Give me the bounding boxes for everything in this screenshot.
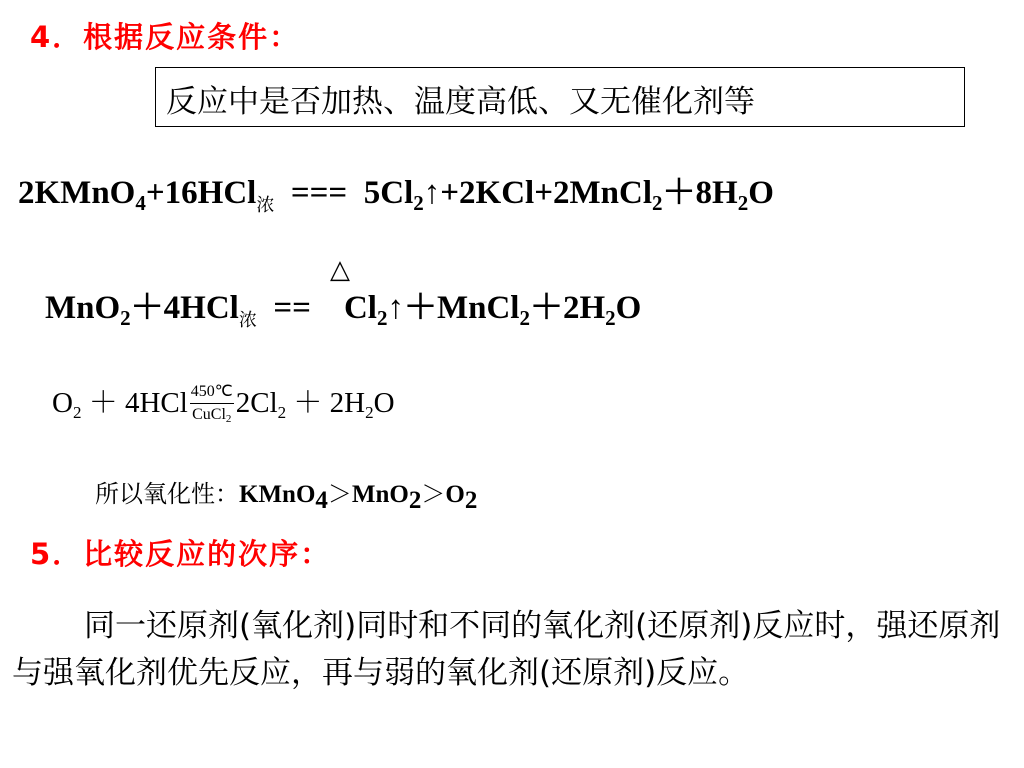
eq1-term: 2KMnO xyxy=(18,175,136,211)
eq3-sub: 2 xyxy=(72,403,82,422)
eq2-term: ＋4HCl xyxy=(130,290,239,326)
condition-note-text: 反应中是否加热、温度高低、又无催化剂等 xyxy=(166,84,755,120)
eq3-term: O xyxy=(52,387,73,419)
conclusion-sub: 4 xyxy=(315,487,328,514)
eq3-catalyst-sub: 2 xyxy=(225,412,232,425)
eq2-term: MnO xyxy=(45,290,121,326)
eq3-sub: 2 xyxy=(365,403,374,422)
eq1-term: ↑+2KCl+2MnCl xyxy=(423,175,653,211)
eq1-term: +16HCl xyxy=(145,175,257,211)
equation-kmno4-hcl xyxy=(18,166,774,217)
equation-o2-hcl xyxy=(52,380,395,428)
eq3-reaction-condition xyxy=(190,383,234,428)
eq2-term: ＋2H xyxy=(529,290,606,326)
eq1-term: O xyxy=(748,175,774,211)
eq1-sub: 2 xyxy=(652,191,663,215)
eq2-sub: 2 xyxy=(605,306,616,330)
eq1-sub: 2 xyxy=(737,191,749,215)
eq3-temperature: 450℃ xyxy=(190,383,234,404)
eq2-concentrated-label: 浓 xyxy=(238,310,257,331)
conclusion-sub: 2 xyxy=(464,487,478,514)
eq3-term: O xyxy=(373,387,395,419)
equation-mno2-hcl xyxy=(45,281,641,332)
eq3-sub: 2 xyxy=(277,403,287,422)
conclusion-term: O xyxy=(445,481,465,508)
conclusion-prefix: 所以氧化性： xyxy=(95,480,239,508)
eq2-equals-sign: == xyxy=(273,290,311,326)
eq2-term: ↑＋MnCl xyxy=(387,290,520,326)
eq3-term: ＋ 4HCl xyxy=(81,387,188,419)
eq2-term: O xyxy=(615,290,642,326)
eq3-term: 2Cl xyxy=(235,387,278,419)
eq3-catalyst xyxy=(190,404,234,428)
conclusion-term: MnO xyxy=(351,481,409,508)
eq2-heat-symbol: △ xyxy=(330,255,350,285)
eq1-equals-sign: === xyxy=(290,175,348,211)
eq3-term: ＋ 2H xyxy=(286,387,366,419)
eq1-sub: 2 xyxy=(413,191,424,215)
conclusion-sub: 2 xyxy=(408,487,422,514)
eq2-sub: 2 xyxy=(376,306,388,330)
conclusion-term: KMnO xyxy=(239,481,316,508)
reaction-order-paragraph: 同一还原剂(氧化剂)同时和不同的氧化剂(还原剂)反应时，强还原剂与强氧化剂优先反应，再与弱的氧化剂(还原剂)反应。 xyxy=(12,608,1001,691)
eq2-term: Cl xyxy=(343,290,377,326)
eq3-catalyst-text: CuCl xyxy=(192,405,226,423)
greater-than-sign: ＞ xyxy=(421,480,446,508)
oxidizing-strength-conclusion xyxy=(95,474,477,515)
section-5-heading: 5．比较反应的次序： xyxy=(30,537,332,571)
eq2-sub: 2 xyxy=(519,306,530,330)
eq1-term: 5Cl xyxy=(363,175,414,211)
greater-than-sign: ＞ xyxy=(327,480,352,508)
eq2-sub: 2 xyxy=(120,306,131,330)
eq1-term: ＋8H xyxy=(662,175,738,211)
section-4-heading: 4．根据反应条件： xyxy=(30,20,301,54)
eq1-sub: 4 xyxy=(135,191,146,215)
eq1-concentrated-label: 浓 xyxy=(256,195,275,216)
